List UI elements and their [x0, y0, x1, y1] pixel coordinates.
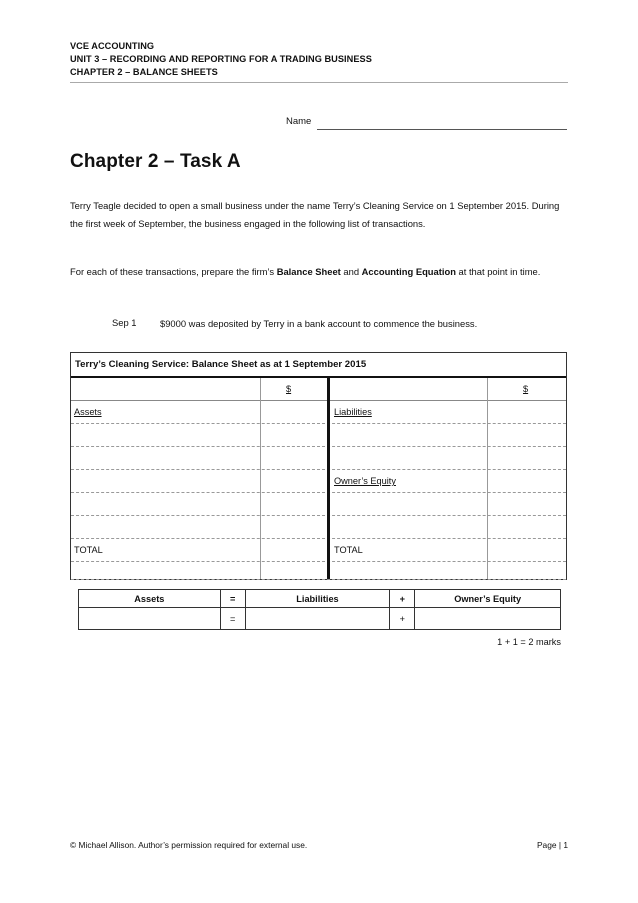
document-header [70, 40, 568, 79]
balance-sheet-title: Terry’s Cleaning Service: Balance Sheet as at 1 September 2015 [71, 353, 566, 378]
eq-assets-input[interactable] [79, 608, 221, 630]
eq-plus-header: + [390, 590, 415, 608]
header-course: VCE ACCOUNTING [70, 41, 155, 51]
instruction-paragraph: For each of these transactions, prepare the firm’s Balance Sheet and Accounting Equation at that point in time. [70, 266, 541, 277]
page-title: Chapter 2 – Task A [70, 151, 241, 172]
table-row[interactable] [71, 447, 566, 470]
eq-owners-equity-input[interactable] [415, 608, 561, 630]
table-row[interactable] [71, 562, 566, 580]
table-row[interactable] [71, 493, 566, 516]
eq-equals-sign: = [220, 608, 245, 630]
eq-liabilities-header: Liabilities [245, 590, 390, 608]
header-unit: UNIT 3 – RECORDING AND REPORTING FOR A TRADING BUSINESS [70, 54, 372, 64]
table-row [71, 539, 566, 562]
table-row[interactable] [71, 516, 566, 539]
eq-owners-equity-header: Owner’s Equity [415, 590, 561, 608]
page-number: Page | 1 [536, 840, 568, 850]
dollar-header-left: $ [286, 384, 292, 394]
eq-assets-header: Assets [79, 590, 221, 608]
dollar-header-right: $ [523, 384, 529, 394]
marks-label: 1 + 1 = 2 marks [497, 637, 561, 647]
column-divider [260, 378, 261, 579]
center-divider [327, 378, 330, 579]
header-divider [70, 82, 568, 83]
table-row [79, 590, 561, 608]
page-footer [70, 840, 568, 850]
eq-equals-header: = [220, 590, 245, 608]
liabilities-heading: Liabilities [334, 407, 372, 417]
table-row [71, 378, 566, 401]
balance-sheet-table [70, 352, 567, 580]
eq-plus-sign: + [390, 608, 415, 630]
copyright-text: © Michael Allison. Author’s permission required for external use. [70, 840, 308, 850]
header-chapter: CHAPTER 2 – BALANCE SHEETS [70, 67, 218, 77]
accounting-equation-table [78, 589, 561, 630]
column-divider [487, 378, 488, 579]
table-row [71, 470, 566, 493]
total-left-label: TOTAL [74, 545, 103, 555]
owners-equity-heading: Owner’s Equity [334, 476, 396, 486]
intro-paragraph: Terry Teagle decided to open a small business under the name Terry’s Cleaning Service on 1 September 2015. During the first week of September, the business engaged in the following list of transactions. [70, 200, 560, 229]
table-row[interactable] [71, 424, 566, 447]
total-right-label: TOTAL [334, 545, 363, 555]
table-row [71, 401, 566, 424]
transaction-date: Sep 1 [112, 317, 137, 328]
table-row [79, 608, 561, 630]
transaction-description: $9000 was deposited by Terry in a bank account to commence the business. [160, 318, 478, 329]
assets-heading: Assets [74, 407, 102, 417]
eq-liabilities-input[interactable] [245, 608, 390, 630]
name-label: Name [286, 116, 312, 127]
name-field-line[interactable] [317, 129, 567, 130]
